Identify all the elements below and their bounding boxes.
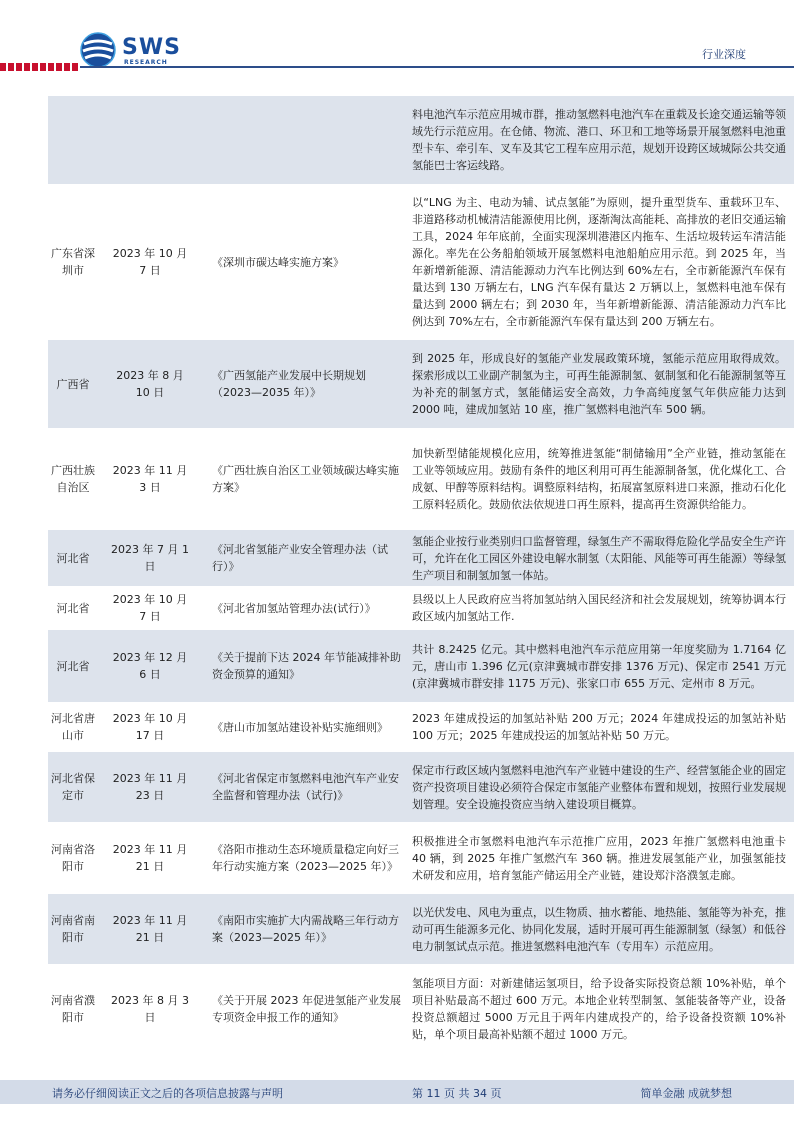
date-cell: 2023 年 11 月 3 日 [112, 464, 188, 494]
content-cell: 县级以上人民政府应当将加氢站纳入国民经济和社会发展规划，统筹协调本行政区域内加氢站工作. [412, 593, 786, 623]
header-rule-blue [80, 66, 794, 68]
document-cell: 《深圳市碳达峰实施方案》 [212, 255, 344, 269]
region-cell: 河北省唐山市 [51, 712, 95, 742]
document-cell: 《南阳市实施扩大内需战略三年行动方案（2023—2025 年）》 [212, 914, 399, 944]
date-cell: 2023 年 12 月 6 日 [112, 651, 188, 681]
document-cell: 《河北省加氢站管理办法(试行）》 [212, 601, 376, 615]
table-row [48, 530, 794, 586]
logo-text: SWS [122, 35, 181, 60]
table-row [48, 340, 794, 428]
table-row [48, 822, 794, 894]
date-cell: 2023 年 11 月 21 日 [112, 843, 188, 873]
content-cell: 以“LNG 为主、电动为辅、试点氢能”为原则，提升重型货车、重载环卫车、非道路移动机械清洁能源使用比例，逐渐淘汰高能耗、高排放的老旧交通运输工具，2024 年年底前，全面实现深圳港港区内拖车、生活垃圾转运车清洁能源化。率先在公务船舶领域开展氢燃料电池船舶应用示范。到 2025 年，当年新增新能源、清洁能源动力汽车比例达到 60%左右，全市新能源汽车保有量达到 130 万辆左右，LNG 汽车保有量达 2 万辆以上，氢燃料电池车保有量达到 2000 辆左右；到 2030 年，当年新增新能源、清洁能源动力汽车比例达到 70%左右，全市新能源汽车保有量达到 200 万辆左右。 [412, 196, 786, 328]
footer-disclaimer: 请务必仔细阅读正文之后的各项信息披露与声明 [52, 1087, 283, 1100]
page-footer [0, 1080, 794, 1104]
date-cell: 2023 年 11 月 21 日 [112, 914, 188, 944]
document-cell: 《河北省保定市氢燃料电池汽车产业安全监督和管理办法（试行)》 [212, 772, 399, 802]
region-cell: 河北省 [56, 551, 90, 565]
content-cell: 氢能企业按行业类别归口监督管理，绿氢生产不需取得危险化学品安全生产许可，允许在化工园区外建设电解水制氢（太阳能、风能等可再生能源）等绿氢生产项目和制氢加氢一体站。 [412, 534, 786, 582]
table-row [48, 702, 794, 752]
content-cell: 2023 年建成投运的加氢站补贴 200 万元；2024 年建成投运的加氢站补贴 100 万元；2025 年建成投运的加氢站补贴 50 万元。 [412, 712, 786, 742]
document-cell: 《唐山市加氢站建设补贴实施细则》 [212, 720, 388, 734]
region-cell: 河北省 [56, 659, 90, 673]
table-row [48, 894, 794, 964]
content-cell: 积极推进全市氢燃料电池汽车示范推广应用，2023 年推广氢燃料电池重卡 40 辆，到 2025 年推广氢燃汽车 360 辆。推进发展氢能产业，加强氢能技术研发和应用，培育氢能产储运用全产业链，建设郑汴洛濮氢走廊。 [412, 834, 786, 882]
content-cell: 保定市行政区域内氢燃料电池汽车产业链中建设的生产、经营氢能企业的固定资产投资项目建设必须符合保定市氢能产业整体布置和规划，按照行业发展规划管理。安全设施投资应当纳入建设项目概算。 [412, 763, 786, 811]
document-cell: 《洛阳市推动生态环境质量稳定向好三年行动实施方案（2023—2025 年）》 [212, 843, 399, 873]
document-cell: 《河北省氢能产业安全管理办法（试行）》 [212, 543, 388, 573]
date-cell: 2023 年 8 月 10 日 [116, 369, 184, 399]
region-cell: 河北省 [56, 601, 90, 615]
date-cell: 2023 年 10 月 7 日 [112, 593, 188, 623]
region-cell: 河南省洛阳市 [51, 843, 95, 873]
region-cell [48, 96, 98, 184]
content-cell: 氢能项目方面：对新建储运氢项目，给予设备实际投资总额 10%补贴，单个项目补贴最高不超过 600 万元。本地企业转型制氢、氢能装备等产业，设备投资总额超过 5000 万元且于两年内建成投产的，给予设备投资额 10%补贴，单个项目最高补贴额不超过 1000 万元。 [412, 977, 786, 1041]
content-cell: 料电池汽车示范应用城市群，推动氢燃料电池汽车在重载及长途交通运输等领域先行示范应用。在仓储、物流、港口、环卫和工地等场景开展氢燃料电池重型卡车、牵引车、叉车及其它工程车应用示范，规划开设跨区域城际公共交通氢能巴士客运线路。 [412, 108, 786, 172]
table-row [48, 964, 794, 1054]
document-cell [202, 96, 408, 184]
page-number: 第 11 页 共 34 页 [412, 1087, 502, 1100]
table-row [48, 184, 794, 340]
document-cell: 《关于提前下达 2024 年节能减排补助资金预算的通知》 [212, 651, 401, 681]
region-cell: 广西壮族自治区 [51, 464, 95, 494]
date-cell: 2023 年 7 月 1 日 [111, 543, 189, 573]
date-cell: 2023 年 10 月 17 日 [112, 712, 188, 742]
table-row [48, 630, 794, 702]
date-cell: 2023 年 8 月 3 日 [111, 994, 189, 1024]
region-cell: 河南省濮阳市 [51, 994, 95, 1024]
header-rule [0, 63, 794, 71]
document-cell: 《关于开展 2023 年促进氢能产业发展专项资金申报工作的通知》 [212, 994, 401, 1024]
region-cell: 广东省深圳市 [51, 247, 95, 277]
region-cell: 河北省保定市 [51, 772, 95, 802]
header-rule-red [0, 63, 80, 71]
date-cell: 2023 年 11 月 23 日 [112, 772, 188, 802]
table-row [48, 586, 794, 630]
table-row [48, 96, 794, 184]
document-cell: 《广西氢能产业发展中长期规划（2023—2035 年）》 [212, 369, 366, 399]
page-header [0, 0, 794, 80]
policy-table [48, 96, 794, 1054]
content-cell: 以光伏发电、风电为重点，以生物质、抽水蓄能、地热能、氢能等为补充，推动可再生能源多元化、协同化发展，适时开展可再生能源制氢（绿氢）和低谷电力制氢试点示范。推进氢燃料电池汽车（专用车）示范应用。 [412, 905, 786, 953]
date-cell [98, 96, 202, 184]
content-cell: 共计 8.2425 亿元。其中燃料电池汽车示范应用第一年度奖励为 1.7164 亿元，唐山市 1.396 亿元(京津冀城市群安排 1376 万元)、保定市 2541 万元(京津冀城市群安排 1175 万元)、张家口市 655 万元、定州市 8 万元。 [412, 642, 786, 690]
table-row [48, 752, 794, 822]
document-cell: 《广西壮族自治区工业领域碳达峰实施方案》 [212, 464, 399, 494]
content-cell: 加快新型储能规模化应用，统筹推进氢能“制储输用”全产业链，推动氢能在工业等领域应用。鼓励有条件的地区利用可再生能源制备氢，优化煤化工、合成氨、甲醇等原料结构。调整原料结构，拓展富氢原料进口来源，推动石化化工原料轻质化。鼓励依法依规进口再生原料，提高再生资源供给能力。 [412, 447, 786, 511]
section-label: 行业深度 [702, 48, 746, 61]
content-cell: 到 2025 年，形成良好的氢能产业发展政策环境，氢能示范应用取得成效。探索形成以工业副产制氢为主，可再生能源制氢、氨制氢和化石能源制氢等互为补充的制氢方式，氢能储运安全高效，力争高纯度氢气年供应能力达到 2000 吨，建成加氢站 10 座，推广氢燃料电池汽车 500 辆。 [412, 352, 786, 416]
date-cell: 2023 年 10 月 7 日 [112, 247, 188, 277]
region-cell: 河南省南阳市 [51, 914, 95, 944]
table-row [48, 428, 794, 530]
region-cell: 广西省 [56, 377, 90, 391]
logo-subtext: RESEARCH [124, 59, 168, 66]
footer-slogan: 简单金融 成就梦想 [640, 1087, 732, 1100]
